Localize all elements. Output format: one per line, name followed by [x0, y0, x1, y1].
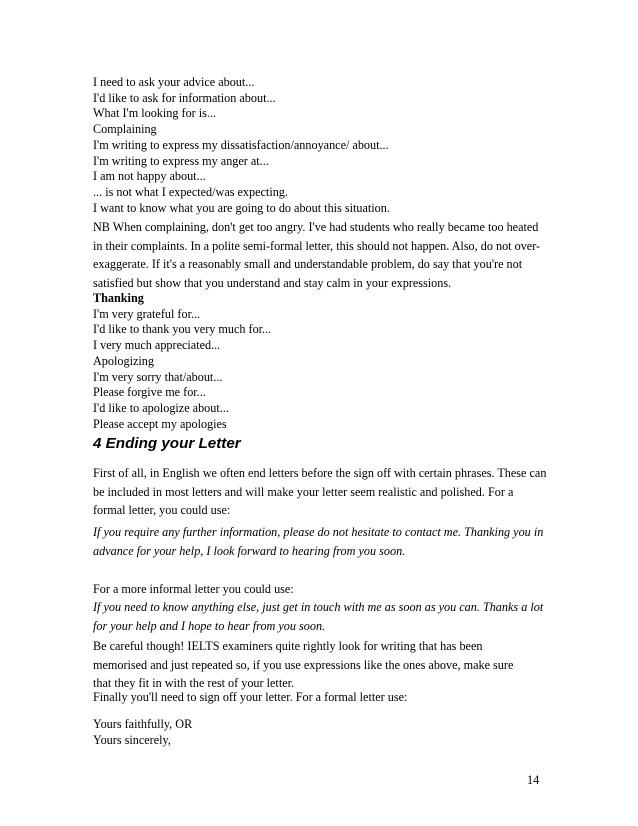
phrase-line: I'd like to ask for information about... — [93, 90, 276, 105]
informal-intro: For a more informal letter you could use: — [93, 582, 294, 596]
signoff-list — [93, 717, 192, 748]
phrase-line: I'd like to apologize about... — [93, 400, 229, 415]
phrase-line: I want to know what you are going to do about this situation. — [93, 200, 390, 215]
finally-line: Finally you'll need to sign off your letter. For a formal letter use: — [93, 690, 408, 704]
phrase-line: I'm writing to express my anger at... — [93, 153, 269, 168]
phrase-line: Please forgive me for... — [93, 385, 206, 400]
phrase-line: What I'm looking for is... — [93, 106, 217, 121]
phrase-line: I need to ask your advice about... — [93, 75, 255, 89]
phrase-line: ... is not what I expected/was expecting. — [93, 184, 288, 199]
phrase-line: I'm writing to express my dissatisfaction/annoyance/ about... — [93, 137, 389, 152]
thanking-section — [93, 291, 271, 432]
phrase-line: Please accept my apologies — [93, 416, 227, 431]
informal-example: If you need to know anything else, just get in touch with me as soon as you can. Thanks a lot for your help and I hope to hear from you soon. — [93, 600, 544, 633]
page-number: 14 — [527, 773, 540, 787]
phrase-line: I very much appreciated... — [93, 338, 221, 353]
phrase-line: I'm very sorry that/about... — [93, 369, 223, 384]
phrase-line: I am not happy about... — [93, 169, 206, 184]
signoff-line: Yours sincerely, — [93, 732, 171, 747]
section-heading: 4 Ending your Letter — [93, 435, 241, 452]
intro-paragraph: First of all, in English we often end letters before the sign off with certain phrases. These can be included in most letters and will make your letter seem realistic and polished. For a formal letter, you could use: — [93, 466, 547, 518]
careful-paragraph: Be careful though! IELTS examiners quite rightly look for writing that has been memorised and just repeated so, if you use expressions like the ones above, make sure that they fit in with the rest of your letter. — [93, 639, 514, 691]
subheading-apologizing: Apologizing — [93, 353, 154, 368]
subheading-thanking: Thanking — [93, 291, 144, 305]
phrase-line: I'm very grateful for... — [93, 306, 201, 321]
formal-example: If you require any further information, please do not hesitate to contact me. Thanking you in advance for your help, I look forward to hearing from you soon. — [93, 525, 544, 558]
nb-paragraph: NB When complaining, don't get too angry. I've had students who really became too heated in their complaints. In a polite semi-formal letter, this should not happen. Also, do not over-exaggerate. If it's a reasonably small and understandable problem, do say that you're not satisfied but show that you understand and stay calm in your expressions. — [93, 220, 541, 291]
phrase-line: I'd like to thank you very much for... — [93, 322, 272, 337]
subheading-complaining: Complaining — [93, 122, 157, 137]
request-phrases-list — [93, 75, 390, 216]
signoff-line: Yours faithfully, OR — [93, 717, 193, 731]
